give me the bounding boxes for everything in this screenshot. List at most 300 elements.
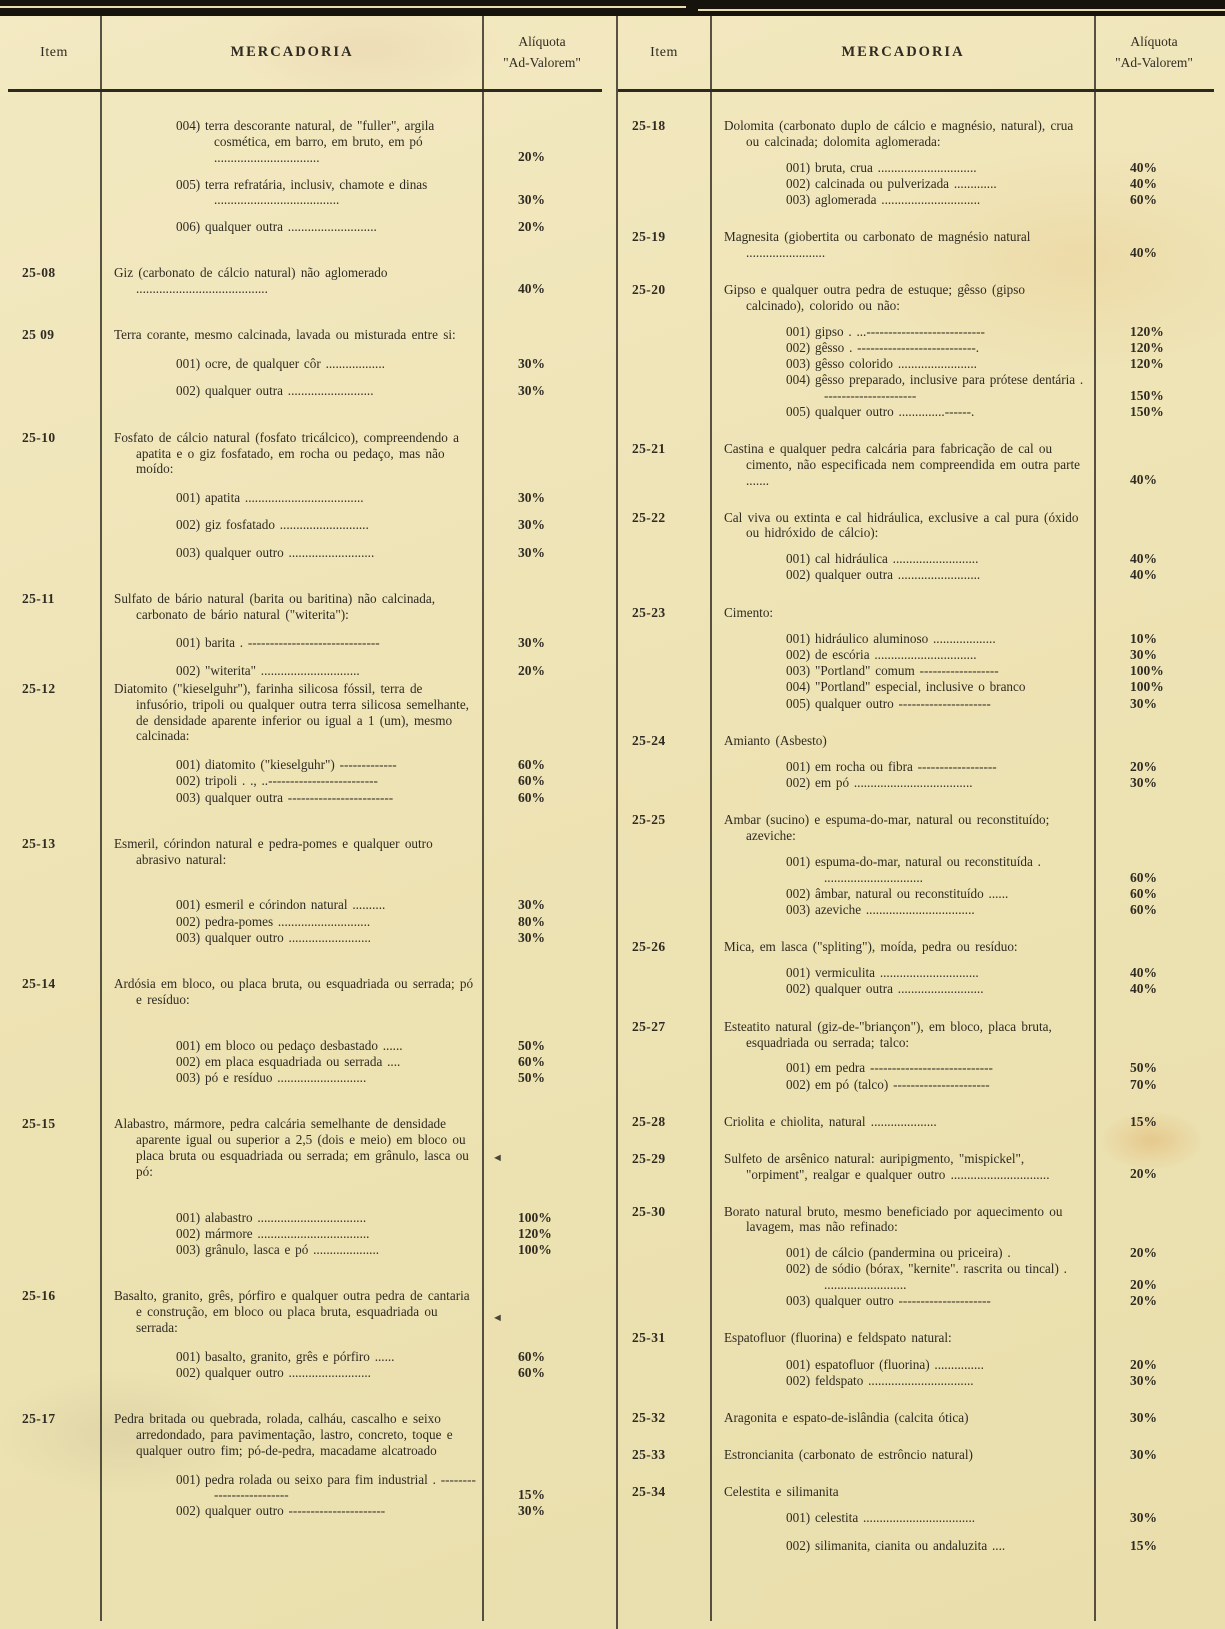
entry-description: Sulfato de bário natural (barita ou baritina) não calcinada, carbonato de bário natural ("witerita"): <box>114 590 436 622</box>
sub-item-text: 002) calcinada ou pulverizada ............. <box>786 175 997 191</box>
sub-item-text: 002) âmbar, natural ou reconstituído ...... <box>786 885 1009 901</box>
sub-item-rate: 120% <box>518 1225 552 1241</box>
sub-item-text: 001) barita . ------------------------------ <box>176 635 380 651</box>
entry-rate: 40% <box>1130 244 1157 260</box>
entry-item-number: 25-22 <box>632 509 666 525</box>
sub-item-number-cell <box>618 1510 710 1526</box>
sub-item-row <box>618 404 1214 420</box>
header-item: Item <box>650 44 678 60</box>
sub-item-rate: 30% <box>518 897 545 913</box>
table-header <box>618 16 1214 92</box>
sub-item-row <box>8 356 602 372</box>
sub-item-cell <box>710 775 1096 791</box>
sub-item-text: 001) apatita .................................... <box>176 490 364 506</box>
entry-description: Esmeril, córindon natural e pedra-pomes e qualquer outro abrasivo natural: <box>114 835 433 867</box>
entry-description-cell <box>710 282 1096 314</box>
sub-item-rate: 30% <box>1130 775 1157 791</box>
table-body-right <box>618 92 1214 1554</box>
sub-item-number-cell <box>618 981 710 997</box>
header-item: Item <box>40 44 68 60</box>
table-body-left <box>8 92 602 1520</box>
sub-item-row <box>8 773 602 789</box>
entry-item-number: 25-19 <box>632 229 666 245</box>
tariff-entry <box>618 812 1214 918</box>
sub-item-text: 002) qualquer outra .......................... <box>176 383 374 399</box>
sub-item-rate: 50% <box>518 1037 545 1053</box>
entry-main-row <box>8 681 602 744</box>
sub-item-cell <box>100 177 484 209</box>
sub-item-number-cell <box>618 854 710 886</box>
sub-item-rate: 100% <box>1130 679 1164 695</box>
entry-description: Amianto (Asbesto) <box>724 732 827 748</box>
entry-item-number: 25-14 <box>22 976 56 991</box>
sub-item-number-cell <box>618 886 710 902</box>
sub-item-text: 003) azeviche ................................. <box>786 901 975 917</box>
sub-item-number-cell <box>618 1261 710 1293</box>
sub-item-number-cell <box>618 647 710 663</box>
sub-item-text: 001) em bloco ou pedaço desbastado ...... <box>176 1037 403 1053</box>
entry-item-number: 25-34 <box>632 1484 666 1500</box>
sub-item-row <box>618 356 1214 372</box>
sub-item-cell <box>100 914 484 930</box>
entry-description-cell <box>710 1204 1096 1236</box>
sub-item-text: 001) gipso . ...--------------------------- <box>786 323 985 339</box>
sub-item-rate: 10% <box>1130 630 1157 646</box>
sub-item-text: 002) mármore .................................. <box>176 1225 370 1241</box>
sub-item-rate: 150% <box>1130 387 1164 403</box>
sub-item-row <box>618 551 1214 567</box>
sub-item-rate: 100% <box>518 1242 552 1257</box>
entry-main-row <box>618 812 1214 844</box>
sub-item-number-cell <box>8 663 100 679</box>
sub-item-text: 001) vermiculita .............................. <box>786 965 979 981</box>
sub-item-text: 004) terra descorante natural, de "fuller", argila cosmética, em barro, em bruto, em pó ................................ <box>176 118 435 165</box>
sub-item-list <box>618 631 1214 712</box>
entry-main-row <box>8 1288 602 1336</box>
sub-item-cell <box>100 757 484 773</box>
entry-main-row <box>8 327 602 343</box>
entry-description-cell <box>710 1410 1096 1426</box>
sub-item-text: 002) em placa esquadriada ou serrada .... <box>176 1053 401 1069</box>
sub-item-cell <box>100 1503 484 1519</box>
sub-item-row <box>618 192 1214 208</box>
entry-main-row <box>8 265 602 297</box>
tariff-entry <box>8 1411 602 1519</box>
sub-item-cell <box>100 1242 484 1258</box>
sub-item-cell <box>710 981 1096 997</box>
sub-item-row <box>8 490 602 506</box>
sub-item-cell <box>100 1070 484 1086</box>
sub-item-text: 002) em pó .................................... <box>786 775 973 791</box>
tariff-entry <box>8 265 602 297</box>
sub-item-row <box>618 679 1214 695</box>
entry-description-cell <box>710 939 1096 955</box>
entry-description-cell <box>100 976 484 1008</box>
sub-item-row <box>8 1226 602 1242</box>
sub-item-list <box>8 356 602 399</box>
sub-item-rate: 30% <box>518 1503 545 1519</box>
tariff-entry <box>618 229 1214 261</box>
sub-item-cell <box>100 517 484 533</box>
entry-rate: 20% <box>1130 1166 1157 1182</box>
tariff-entry <box>618 733 1214 792</box>
sub-item-cell <box>100 1210 484 1226</box>
sub-item-list <box>8 1349 602 1381</box>
sub-item-number-cell <box>8 1054 100 1070</box>
entry-description-cell <box>710 229 1096 261</box>
tariff-entry <box>618 1410 1214 1426</box>
sub-item-list <box>8 897 602 946</box>
sub-item-rate: 20% <box>518 662 545 678</box>
sub-item-text: 002) gêsso . ---------------------------. <box>786 339 980 355</box>
sub-item-number-cell <box>8 1503 100 1519</box>
sub-item-cell <box>710 567 1096 583</box>
entry-item-number: 25-24 <box>632 732 666 748</box>
entry-item-number: 25-08 <box>22 265 56 281</box>
sub-item-rate: 100% <box>518 1209 552 1225</box>
entry-item-number: 25-33 <box>632 1447 666 1463</box>
sub-item-number-cell <box>618 1373 710 1389</box>
entry-description-cell <box>100 836 484 868</box>
sub-item-rate: 60% <box>1130 885 1157 901</box>
entry-item-number: 25-15 <box>22 1116 56 1132</box>
sub-item-list <box>8 1038 602 1087</box>
entry-main-row <box>618 1114 1214 1130</box>
sub-item-text: 003) qualquer outro .......................... <box>176 544 375 560</box>
entry-main-row <box>618 605 1214 621</box>
tariff-entry <box>618 1447 1214 1463</box>
sub-item-rate: 70% <box>1130 1076 1157 1092</box>
sub-item-text: 003) grânulo, lasca e pó .................... <box>176 1242 380 1257</box>
header-aliquota-line1: Alíquota <box>518 33 566 49</box>
sub-item-rate: 30% <box>518 517 545 533</box>
entry-main-row <box>8 1116 602 1179</box>
sub-item-row <box>8 1070 602 1086</box>
sub-item-text: 002) em pó (talco) ---------------------- <box>786 1076 990 1092</box>
entry-description: Castina e qualquer pedra calcária para fabricação de cal ou cimento, não especificada nem compreendida em outra parte ....... <box>724 441 1081 488</box>
entry-description: Magnesita (giobertita ou carbonato de magnésio natural ........................ <box>724 229 1031 261</box>
sub-item-rate: 20% <box>518 219 545 235</box>
ink-mark: ◄ <box>492 1152 503 1164</box>
sub-item-row <box>618 965 1214 981</box>
sub-item-text: 004) "Portland" especial, inclusive o branco <box>786 679 1026 695</box>
tariff-entry <box>618 1019 1214 1093</box>
sub-item-rate: 20% <box>1130 1276 1157 1292</box>
sub-item-cell <box>710 631 1096 647</box>
sub-item-number-cell <box>8 635 100 651</box>
sub-item-cell <box>710 854 1096 886</box>
entry-description: Espatofluor (fluorina) e feldspato natural: <box>724 1330 952 1346</box>
entry-item-number: 25-25 <box>632 812 666 828</box>
sub-item-row <box>618 1261 1214 1293</box>
sub-item-number-cell <box>618 902 710 918</box>
sub-item-row <box>618 981 1214 997</box>
sub-item-text: 002) qualquer outro ---------------------- <box>176 1503 386 1519</box>
sub-item-text: 002) tripoli . ., ..------------------------- <box>176 773 378 789</box>
entry-description-cell <box>710 441 1096 489</box>
sub-item-rate: 60% <box>518 1364 545 1380</box>
sub-item-cell <box>710 647 1096 663</box>
entry-description: Pedra britada ou quebrada, rolada, calháu, cascalho e seixo arredondado, para pavimentação, lastro, concreto, toque e qualquer outro fim; pó-de-pedra, macadame alcatroado <box>114 1411 453 1458</box>
sub-item-rate: 60% <box>518 773 545 789</box>
entry-item-number: 25-28 <box>632 1113 666 1129</box>
entry-item-number: 25-17 <box>22 1411 56 1427</box>
sub-item-row <box>8 790 602 806</box>
sub-item-number-cell <box>618 759 710 775</box>
sub-item-cell <box>100 118 484 166</box>
sub-item-rate: 40% <box>1130 159 1157 175</box>
table-header <box>8 16 602 92</box>
entry-description-cell <box>710 1019 1096 1051</box>
entry-rate: 40% <box>518 280 545 296</box>
sub-item-number-cell <box>8 1242 100 1258</box>
entry-description-cell <box>710 510 1096 542</box>
sub-item-cell <box>710 1538 1096 1554</box>
sub-item-number-cell <box>8 177 100 209</box>
sub-item-cell <box>710 759 1096 775</box>
sub-item-row <box>8 1365 602 1381</box>
sub-item-cell <box>100 545 484 561</box>
sub-item-cell <box>100 1349 484 1365</box>
sub-item-number-cell <box>618 1357 710 1373</box>
entry-item-number: 25-13 <box>22 835 56 851</box>
header-aliquota-line1: Alíquota <box>1130 33 1178 49</box>
entry-main-row <box>618 118 1214 150</box>
sub-item-row <box>618 372 1214 404</box>
sub-item-number-cell <box>618 372 710 404</box>
sub-item-row <box>8 177 602 209</box>
scan-artifact-line <box>0 6 686 8</box>
header-aliquota-line2: "Ad-Valorem" <box>1115 54 1193 70</box>
sub-item-rate: 30% <box>1130 1372 1157 1388</box>
sub-item-list <box>618 854 1214 918</box>
scan-artifact-line <box>698 9 1225 11</box>
entry-main-row <box>618 1019 1214 1051</box>
sub-item-number-cell <box>8 790 100 806</box>
sub-item-cell <box>710 160 1096 176</box>
entry-item-number: 25-20 <box>632 281 666 297</box>
entry-main-row <box>618 441 1214 489</box>
entry-description-cell <box>100 1288 484 1336</box>
sub-item-row <box>8 897 602 913</box>
sub-item-text: 002) qualquer outra .......................... <box>786 981 984 997</box>
sub-item-text: 002) "witerita" .............................. <box>176 662 360 678</box>
entry-main-row <box>618 939 1214 955</box>
sub-item-rate: 20% <box>1130 1293 1157 1309</box>
entry-description-cell <box>710 1447 1096 1463</box>
sub-item-row <box>618 854 1214 886</box>
sub-item-row <box>8 1210 602 1226</box>
sub-item-row <box>618 1538 1214 1554</box>
tariff-entry <box>618 1151 1214 1183</box>
sub-item-cell <box>710 696 1096 712</box>
entry-description: Terra corante, mesmo calcinada, lavada ou misturada entre si: <box>114 327 456 343</box>
top-ink-bar <box>0 0 1225 16</box>
sub-item-row <box>618 647 1214 663</box>
sub-item-rate: 20% <box>518 149 545 165</box>
sub-item-text: 003) "Portland" comum ------------------ <box>786 663 999 679</box>
entry-main-row <box>8 430 602 478</box>
sub-item-text: 005) qualquer outro ..............------. <box>786 403 975 419</box>
sub-item-number-cell <box>8 490 100 506</box>
entry-item-number: 25-23 <box>632 604 666 620</box>
sub-item-number-cell <box>618 1538 710 1554</box>
sub-item-rate: 60% <box>1130 869 1157 885</box>
sub-item-number-cell <box>8 1472 100 1504</box>
column-divider <box>100 16 102 1621</box>
sub-item-list <box>618 1357 1214 1389</box>
entry-description-cell <box>710 733 1096 749</box>
tariff-entry <box>618 441 1214 489</box>
sub-item-cell <box>100 897 484 913</box>
entry-description: Sulfeto de arsênico natural: auripigmento, "mispickel", "orpiment", realgar e qualquer outro .............................. <box>724 1150 1050 1182</box>
sub-item-row <box>8 914 602 930</box>
sub-item-number-cell <box>8 517 100 533</box>
header-mercadoria: MERCADORIA <box>230 44 354 60</box>
entry-main-row <box>618 733 1214 749</box>
sub-item-number-cell <box>8 383 100 399</box>
entry-description: Dolomita (carbonato duplo de cálcio e magnésio, natural), crua ou calcinada; dolomita aglomerada: <box>724 118 1074 149</box>
sub-item-cell <box>710 1245 1096 1261</box>
entry-main-row <box>618 1151 1214 1183</box>
entry-description: Cimento: <box>724 604 774 620</box>
sub-item-number-cell <box>8 1349 100 1365</box>
column-divider <box>1094 16 1096 1621</box>
sub-item-text: 001) basalto, granito, grês e pórfiro ...... <box>176 1348 395 1364</box>
sub-item-rate: 30% <box>518 635 545 651</box>
entry-item-number: 25-30 <box>632 1203 666 1219</box>
sub-item-text: 006) qualquer outra ........................... <box>176 219 377 235</box>
sub-item-number-cell <box>618 340 710 356</box>
entry-main-row <box>618 510 1214 542</box>
sub-item-number-cell <box>8 930 100 946</box>
sub-item-number-cell <box>618 696 710 712</box>
entry-description: Basalto, granito, grês, pórfiro e qualquer outra pedra de cantaria e construção, em bloco ou placa bruta, esquadriada ou serrada: <box>114 1288 470 1335</box>
sub-item-text: 001) alabastro ................................. <box>176 1209 367 1225</box>
sub-item-rate: 120% <box>1130 323 1164 339</box>
sub-item-rate: 40% <box>1130 981 1157 997</box>
sub-item-row <box>618 324 1214 340</box>
entry-description-cell <box>710 1484 1096 1500</box>
sub-item-rate: 40% <box>1130 965 1157 981</box>
entry-item-number: 25-32 <box>632 1409 666 1425</box>
sub-item-number-cell <box>618 160 710 176</box>
entry-item-number: 25-29 <box>632 1150 666 1166</box>
sub-item-cell <box>100 1226 484 1242</box>
sub-item-rate: 30% <box>518 929 545 945</box>
sub-item-text: 005) terra refratária, inclusiv, chamote e dinas ...................................... <box>176 176 428 208</box>
entry-description: Giz (carbonato de cálcio natural) não aglomerado ........................................ <box>114 265 388 297</box>
sub-item-cell <box>710 1060 1096 1076</box>
sub-item-text: 002) qualquer outro ......................... <box>176 1364 371 1380</box>
sub-item-row <box>8 930 602 946</box>
sub-item-text: 001) em pedra ---------------------------- <box>786 1060 993 1076</box>
entry-item-number: 25-21 <box>632 441 666 457</box>
sub-item-row <box>8 1349 602 1365</box>
sub-item-number-cell <box>618 551 710 567</box>
sub-item-row <box>618 663 1214 679</box>
tariff-entry <box>8 1288 602 1381</box>
sub-item-row <box>618 886 1214 902</box>
sub-item-rate: 30% <box>1130 1510 1157 1526</box>
sub-item-row <box>618 1293 1214 1309</box>
sub-item-text: 001) pedra rolada ou seixo para fim industrial . ------------------------- <box>176 1471 476 1503</box>
sub-item-row <box>618 696 1214 712</box>
tariff-entry <box>618 1484 1214 1554</box>
entry-description-cell <box>100 265 484 297</box>
sub-item-row <box>8 635 602 651</box>
sub-item-cell <box>710 404 1096 420</box>
tariff-entry <box>618 118 1214 208</box>
sub-item-cell <box>710 1373 1096 1389</box>
tariff-entry <box>8 681 602 806</box>
entry-rate: 30% <box>1130 1409 1157 1425</box>
sub-item-rate: 40% <box>1130 567 1157 583</box>
entry-description-cell <box>710 1330 1096 1346</box>
sub-item-cell <box>710 1261 1096 1293</box>
sub-item-cell <box>710 1077 1096 1093</box>
sub-item-text: 003) qualquer outro ......................... <box>176 929 371 945</box>
sub-item-row <box>8 219 602 235</box>
sub-item-text: 001) de cálcio (pandermina ou priceira) . <box>786 1245 1011 1261</box>
tariff-entry <box>8 591 602 679</box>
entry-description-cell <box>710 605 1096 621</box>
sub-item-text: 004) gêsso preparado, inclusive para prótese dentária . --------------------- <box>786 372 1084 404</box>
entry-item-number: 25-26 <box>632 939 666 955</box>
sub-item-number-cell <box>8 1210 100 1226</box>
sub-item-list <box>618 324 1214 420</box>
sub-item-text: 001) espatofluor (fluorina) ............... <box>786 1356 984 1372</box>
entry-description: Gipso e qualquer outra pedra de estuque; gêsso (gipso calcinado), colorido ou não: <box>724 281 1025 313</box>
sub-item-cell <box>100 1365 484 1381</box>
entry-description: Cal viva ou extinta e cal hidráulica, exclusive a cal pura (óxido ou hidróxido de cálcio): <box>724 509 1079 541</box>
entry-item-number: 25 09 <box>22 327 55 343</box>
entry-main-row <box>618 1204 1214 1236</box>
sub-item-row <box>8 517 602 533</box>
sub-item-cell <box>710 902 1096 918</box>
entry-main-row <box>618 1330 1214 1346</box>
tariff-tables <box>0 16 1225 1629</box>
sub-item-number-cell <box>618 1293 710 1309</box>
sub-item-rate: 20% <box>1130 1245 1157 1261</box>
sub-item-row <box>8 1242 602 1258</box>
sub-item-row <box>8 663 602 679</box>
sub-item-row <box>8 757 602 773</box>
sub-item-cell <box>710 886 1096 902</box>
entry-rate: 30% <box>1130 1447 1157 1463</box>
ink-mark: ◄ <box>492 1312 503 1324</box>
header-aliquota <box>484 32 602 74</box>
sub-item-cell <box>100 790 484 806</box>
sub-item-text: 003) aglomerada .............................. <box>786 192 981 208</box>
entry-main-row <box>618 229 1214 261</box>
sub-item-cell <box>710 356 1096 372</box>
sub-item-number-cell <box>8 773 100 789</box>
sub-item-cell <box>710 176 1096 192</box>
sub-item-cell <box>710 340 1096 356</box>
sub-item-number-cell <box>8 757 100 773</box>
sub-item-cell <box>710 324 1096 340</box>
sub-item-text: 001) cal hidráulica .......................... <box>786 551 979 567</box>
sub-item-number-cell <box>8 219 100 235</box>
sub-item-cell <box>100 1054 484 1070</box>
entry-rate: 40% <box>1130 472 1157 488</box>
sub-item-text: 001) hidráulico aluminoso ................... <box>786 630 996 646</box>
sub-item-number-cell <box>618 1060 710 1076</box>
sub-item-cell <box>710 551 1096 567</box>
entry-item-number: 25-31 <box>632 1330 666 1346</box>
sub-item-cell <box>100 383 484 399</box>
